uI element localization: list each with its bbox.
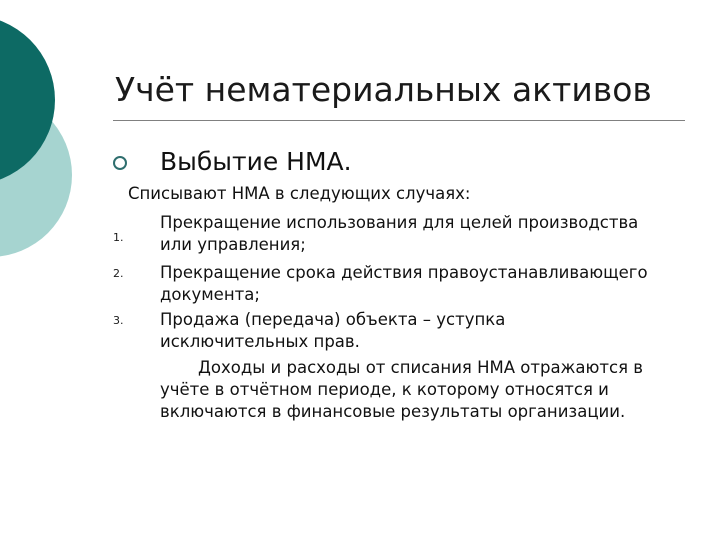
list-number-2: 2.: [113, 267, 124, 280]
list-item-3-line-2: исключительных прав.: [160, 332, 360, 351]
list-item-2-line-2: документа;: [160, 285, 260, 304]
list-item-1-line-1: Прекращение использования для целей производства: [160, 213, 639, 232]
conclusion-line-3: включаются в финансовые результаты организации.: [160, 402, 626, 421]
list-number-1: 1.: [113, 231, 124, 244]
intro-text: Списывают НМА в следующих случаях:: [128, 184, 471, 203]
list-number-3: 3.: [113, 314, 124, 327]
slide-title: Учёт нематериальных активов: [115, 70, 652, 109]
conclusion-line-1: Доходы и расходы от списания НМА отражаются в: [198, 358, 644, 377]
section-heading: Выбытие НМА.: [160, 147, 352, 176]
conclusion-line-2: учёте в отчётном периоде, к которому относятся и: [160, 380, 609, 399]
title-divider: [113, 120, 685, 121]
decorative-circles: [0, 0, 120, 300]
list-item-3-line-1: Продажа (передача) объекта – уступка: [160, 310, 506, 329]
ring-bullet-icon: [113, 156, 127, 170]
list-item-1-line-2: или управления;: [160, 235, 306, 254]
list-item-2-line-1: Прекращение срока действия правоустанавливающего: [160, 263, 648, 282]
